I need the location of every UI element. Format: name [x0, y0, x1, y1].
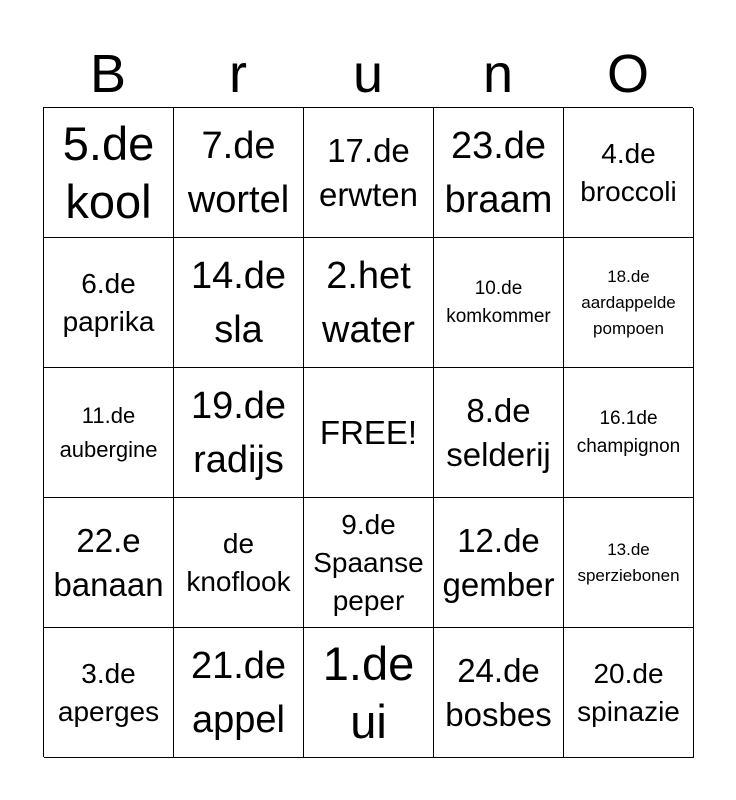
cell-line: paprika — [62, 305, 155, 337]
bingo-cell[interactable] — [44, 498, 174, 628]
cell-line: 1.de — [322, 636, 415, 690]
bingo-cell[interactable] — [564, 628, 694, 758]
bingo-cell[interactable] — [174, 108, 304, 238]
bingo-cell[interactable] — [434, 238, 564, 368]
bingo-cell[interactable] — [564, 498, 694, 628]
cell-line: champignon — [576, 435, 681, 457]
bingo-cell[interactable] — [434, 628, 564, 758]
bingo-cell[interactable] — [44, 628, 174, 758]
cell-line: FREE! — [319, 413, 418, 451]
bingo-cell[interactable] — [44, 238, 174, 368]
bingo-cell[interactable] — [44, 368, 174, 498]
bingo-cell[interactable] — [564, 108, 694, 238]
header-letter: B — [89, 44, 127, 104]
bingo-cell[interactable] — [564, 368, 694, 498]
free-cell[interactable] — [304, 368, 434, 498]
cell-line: 9.de — [341, 508, 396, 540]
bingo-cell[interactable] — [434, 108, 564, 238]
header-letter: O — [606, 44, 649, 104]
bingo-cell[interactable] — [564, 238, 694, 368]
cell-line: 21.de — [190, 644, 287, 687]
cell-line: bosbes — [445, 695, 552, 733]
bingo-cell[interactable] — [304, 628, 434, 758]
cell-line: komkommer — [446, 305, 551, 327]
cell-line: aubergine — [59, 436, 158, 462]
cell-line: erwten — [318, 175, 419, 213]
cell-line: 24.de — [457, 651, 540, 689]
cell-line: 10.de — [474, 277, 523, 299]
cell-line: broccoli — [580, 175, 677, 207]
cell-line: sla — [214, 308, 263, 351]
cell-line: 23.de — [450, 124, 547, 167]
cell-line: 11.de — [81, 402, 136, 428]
bingo-grid — [43, 107, 693, 757]
cell-line: aperges — [57, 695, 160, 727]
cell-line: gember — [442, 565, 555, 603]
bingo-cell[interactable] — [174, 628, 304, 758]
cell-line: 12.de — [457, 521, 540, 559]
cell-line: wortel — [187, 178, 290, 221]
bingo-header — [43, 40, 693, 108]
cell-line: 4.de — [601, 137, 656, 169]
bingo-cell[interactable] — [304, 498, 434, 628]
cell-line: 8.de — [466, 391, 531, 429]
cell-line: aardappelde — [581, 292, 676, 312]
header-letter: u — [352, 44, 384, 104]
cell-line: sperziebonen — [577, 565, 680, 585]
cell-line: 17.de — [327, 131, 410, 169]
cell-line: 6.de — [81, 267, 136, 299]
cell-line: de — [222, 527, 255, 559]
header-letter: r — [229, 44, 247, 104]
cell-line: 13.de — [607, 539, 650, 559]
cell-line: appel — [192, 698, 285, 741]
bingo-cell[interactable] — [304, 108, 434, 238]
cell-line: 18.de — [607, 266, 650, 286]
bingo-cell[interactable] — [434, 368, 564, 498]
cell-line: 5.de — [62, 116, 155, 170]
cell-line: 3.de — [81, 657, 136, 689]
cell-line: spinazie — [577, 695, 680, 727]
bingo-cell[interactable] — [44, 108, 174, 238]
cell-line: 22.e — [76, 521, 141, 559]
cell-line: kool — [65, 174, 152, 228]
cell-line: radijs — [193, 438, 284, 481]
bingo-cell[interactable] — [174, 238, 304, 368]
bingo-cell[interactable] — [304, 238, 434, 368]
cell-line: 16.1de — [599, 407, 658, 429]
cell-line: water — [322, 308, 415, 351]
header-letter: n — [482, 44, 514, 104]
cell-line: peper — [332, 584, 405, 616]
cell-line: braam — [444, 178, 553, 221]
cell-line: 2.het — [326, 254, 411, 297]
cell-line: pompoen — [593, 318, 664, 338]
cell-line: 20.de — [593, 657, 664, 689]
cell-line: 7.de — [201, 124, 276, 167]
bingo-cell[interactable] — [174, 368, 304, 498]
cell-line: banaan — [53, 565, 164, 603]
bingo-cell[interactable] — [174, 498, 304, 628]
cell-line: 14.de — [190, 254, 287, 297]
cell-line: Spaanse — [313, 546, 424, 578]
bingo-cell[interactable] — [434, 498, 564, 628]
cell-line: 19.de — [190, 384, 287, 427]
cell-line: knoflook — [186, 565, 291, 597]
cell-line: ui — [350, 694, 387, 748]
cell-line: selderij — [446, 435, 551, 473]
